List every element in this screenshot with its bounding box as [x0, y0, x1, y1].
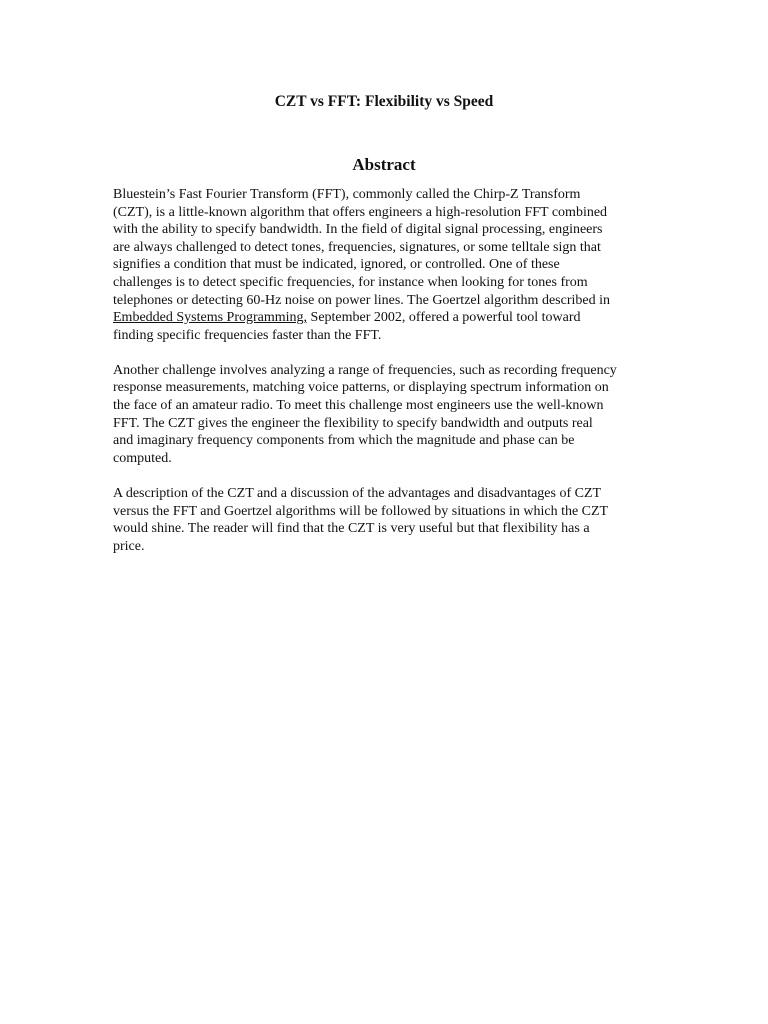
- abstract-heading: Abstract: [352, 155, 416, 174]
- text-line: are always challenged to detect tones, frequencies, signatures, or some telltale sign that: [113, 239, 601, 255]
- text-line: the face of an amateur radio. To meet this challenge most engineers use the well-known: [113, 398, 604, 414]
- document-title: CZT vs FFT: Flexibility vs Speed: [274, 93, 494, 110]
- text-line: signifies a condition that must be indicated, ignored, or controlled. One of these: [113, 257, 560, 273]
- abstract-paragraph-1: [113, 186, 658, 344]
- publication-name: Embedded Systems Programming,: [113, 310, 308, 326]
- abstract-body: [113, 186, 658, 573]
- text-line: would shine. The reader will find that the CZT is very useful but that flexibility has a: [113, 521, 590, 537]
- text-line: [113, 309, 658, 327]
- text-line: price.: [113, 538, 145, 554]
- abstract-paragraph-3: [113, 485, 658, 555]
- text-line: FFT. The CZT gives the engineer the flexibility to specify bandwidth and outputs real: [113, 415, 593, 431]
- text-line: and imaginary frequency components from which the magnitude and phase can be: [113, 433, 575, 449]
- text-line: challenges is to detect specific frequencies, for instance when looking for tones from: [113, 274, 588, 290]
- text-line: response measurements, matching voice patterns, or displaying spectrum information on: [113, 380, 609, 396]
- text-line: computed.: [113, 450, 172, 466]
- text-line: finding specific frequencies faster than the FFT.: [113, 327, 382, 343]
- text-line: Bluestein’s Fast Fourier Transform (FFT), commonly called the Chirp-Z Transform: [113, 187, 581, 202]
- text-line: versus the FFT and Goertzel algorithms will be followed by situations in which the CZT: [113, 503, 609, 519]
- text-line: (CZT), is a little-known algorithm that offers engineers a high-resolution FFT combined: [113, 204, 608, 220]
- text-line: A description of the CZT and a discussion of the advantages and disadvantages of CZT: [113, 485, 602, 501]
- text-line: with the ability to specify bandwidth. In the field of digital signal processing, engineers: [113, 222, 603, 238]
- text-line: Another challenge involves analyzing a range of frequencies, such as recording frequency: [113, 362, 617, 378]
- abstract-paragraph-2: [113, 362, 658, 468]
- text-fragment: September 2002, offered a powerful tool toward: [307, 310, 581, 326]
- text-line: telephones or detecting 60-Hz noise on power lines. The Goertzel algorithm described in: [113, 292, 610, 308]
